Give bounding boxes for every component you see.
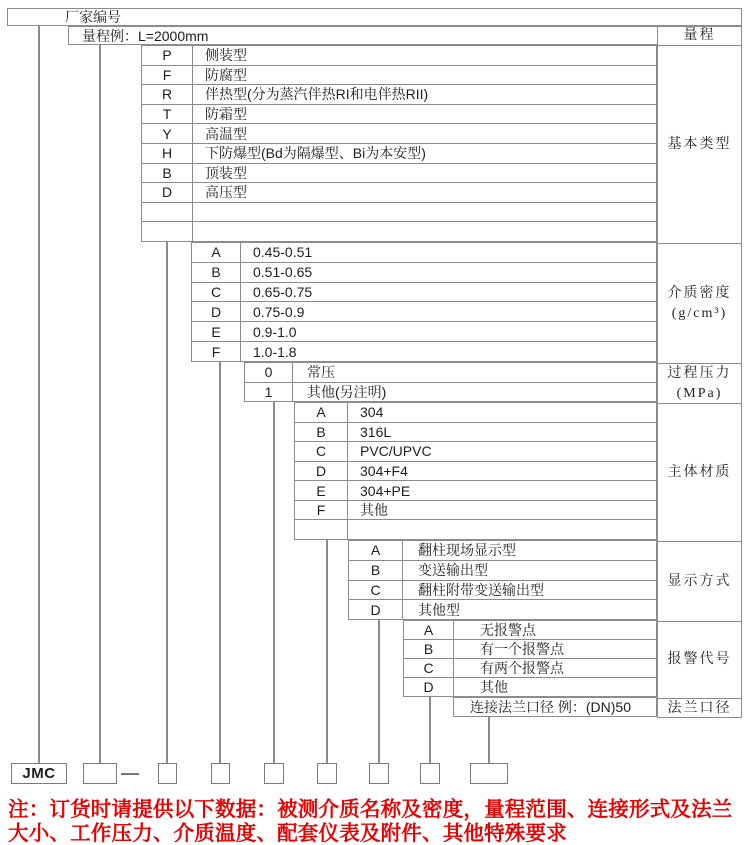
code-cell: 1	[245, 383, 293, 402]
desc-cell: 伴热型(分为蒸汽伴热RI和电伴热RII)	[205, 86, 429, 103]
factory-number-box	[7, 8, 742, 26]
desc-cell: 1.0-1.8	[253, 343, 297, 360]
model-prefix-text: JMC	[22, 765, 56, 782]
desc-cell	[193, 203, 656, 222]
category-label-alarm-code	[658, 621, 741, 698]
desc-cell: 防腐型	[205, 66, 247, 83]
desc-cell: 高压型	[205, 184, 247, 201]
connector-line	[378, 620, 380, 765]
section-body-material-table	[294, 402, 657, 540]
code-cell: C	[295, 442, 348, 461]
table-row	[142, 46, 656, 65]
category-label-column	[657, 26, 742, 718]
code-cell: B	[192, 263, 241, 282]
desc-cell: 下防爆型(Bd为隔爆型、Bi为本安型)	[205, 145, 426, 162]
table-row	[142, 202, 656, 222]
desc-cell: 无报警点	[480, 622, 536, 638]
connector-line	[326, 540, 328, 765]
code-cell: Y	[142, 124, 193, 143]
table-row	[295, 441, 656, 461]
section-process-pressure-table	[244, 362, 657, 402]
model-code-box	[317, 763, 337, 784]
factory-number-label: 厂家编号	[65, 9, 121, 25]
order-note	[8, 798, 744, 845]
desc-cell: 侧装型	[205, 47, 247, 64]
desc-cell	[348, 520, 656, 539]
category-label-range	[658, 27, 741, 45]
code-cell: A	[404, 621, 454, 639]
table-row	[349, 541, 656, 560]
order-note-line1: 注：订货时请提供以下数据：被测介质名称及密度，量程范围、连接形式及法兰	[8, 798, 733, 821]
code-cell: B	[142, 164, 193, 183]
category-label-body-material	[658, 403, 741, 541]
table-row	[142, 163, 656, 183]
code-cell: 0	[245, 363, 293, 382]
code-cell	[295, 520, 348, 539]
connector-line	[219, 362, 221, 765]
table-row	[404, 639, 656, 658]
model-code-box	[470, 763, 508, 784]
code-cell: F	[142, 66, 193, 85]
code-cell: D	[295, 462, 348, 481]
desc-cell: 304+F4	[360, 463, 408, 480]
section-media-density-table	[191, 242, 657, 362]
separator-dash: —	[121, 763, 139, 783]
table-row	[245, 363, 656, 382]
code-cell: D	[142, 183, 193, 202]
section-alarm-code-table	[403, 620, 657, 697]
category-label-display-mode	[658, 541, 741, 621]
code-cell: P	[142, 46, 193, 65]
category-label-text: 显示方式	[667, 573, 732, 589]
connector-line	[273, 402, 275, 765]
code-cell: C	[404, 659, 454, 677]
desc-cell: 其他	[480, 679, 508, 695]
desc-cell: 变送输出型	[418, 562, 488, 579]
category-label-media-density	[658, 243, 741, 363]
desc-cell: PVC/UPVC	[360, 443, 432, 460]
table-row	[142, 182, 656, 202]
category-unit-text: (MPa)	[676, 385, 723, 401]
code-cell: D	[349, 600, 403, 619]
desc-cell: 0.65-0.75	[253, 284, 313, 301]
code-cell: H	[142, 144, 193, 163]
table-row	[192, 301, 656, 321]
table-row	[192, 282, 656, 302]
code-cell: E	[295, 481, 348, 500]
desc-cell: 顶装型	[205, 164, 247, 181]
table-row	[245, 382, 656, 402]
desc-cell: 0.9-1.0	[253, 323, 297, 340]
code-cell: B	[349, 561, 403, 580]
table-row	[192, 262, 656, 282]
desc-cell: 连接法兰口径 例：(DN)50	[470, 699, 632, 715]
desc-cell: 304+PE	[360, 482, 411, 499]
model-code-box	[369, 763, 389, 784]
code-cell: F	[192, 342, 241, 361]
table-row	[404, 658, 656, 677]
model-code-box	[158, 763, 177, 784]
table-row	[142, 143, 656, 163]
category-label-process-pressure	[658, 363, 741, 403]
code-cell: A	[192, 243, 241, 262]
desc-cell: 304	[360, 404, 384, 421]
section-basic-type-table	[141, 45, 657, 242]
connector-line	[99, 44, 101, 765]
table-row	[404, 677, 656, 696]
section-flange-size-table	[453, 697, 657, 717]
code-cell	[142, 222, 193, 241]
desc-cell: 有一个报警点	[480, 641, 564, 657]
section-display-mode-table	[348, 540, 657, 620]
connector-line	[166, 242, 168, 765]
desc-cell: 316L	[360, 423, 392, 440]
table-row	[295, 403, 656, 422]
table-row	[349, 560, 656, 580]
category-label-text: 基本类型	[667, 136, 732, 152]
code-cell: D	[404, 678, 454, 696]
desc-cell: 高温型	[205, 125, 247, 142]
table-row	[295, 461, 656, 481]
order-note-line2: 大小、工作压力、介质温度、配套仪表及附件、其他特殊要求	[8, 821, 567, 845]
desc-cell: 防霜型	[205, 106, 247, 123]
desc-cell: 其他	[360, 502, 388, 519]
category-unit-text: (g/cm³)	[671, 305, 728, 321]
desc-cell: 翻柱附带变送输出型	[418, 581, 544, 598]
category-label-text: 报警代号	[667, 652, 732, 667]
category-label-flange-size	[658, 698, 741, 718]
connector-line	[38, 25, 40, 765]
table-row	[295, 480, 656, 500]
desc-cell: 常压	[307, 364, 335, 381]
desc-cell: 0.45-0.51	[253, 244, 313, 261]
category-label-basic-type	[658, 45, 741, 243]
desc-cell: 0.51-0.65	[253, 264, 313, 281]
model-code-box	[83, 763, 117, 784]
category-label-text: 过程压力	[667, 365, 732, 381]
model-code-box	[420, 763, 440, 784]
code-cell: T	[142, 105, 193, 124]
table-row	[295, 422, 656, 442]
table-row	[142, 123, 656, 143]
code-cell: C	[192, 283, 241, 302]
category-label-text: 主体材质	[667, 464, 732, 480]
desc-cell: 其他型	[418, 601, 460, 618]
model-code-box	[264, 763, 284, 784]
code-cell: F	[295, 501, 348, 520]
category-label-text: 量程	[683, 28, 716, 43]
desc-cell: 0.75-0.9	[253, 303, 305, 320]
code-cell: D	[192, 302, 241, 321]
table-row	[192, 321, 656, 341]
table-row	[349, 599, 656, 619]
range-example-text: 量程例：L=2000mm	[82, 27, 209, 44]
desc-cell: 有两个报警点	[480, 660, 564, 676]
connector-line	[488, 717, 490, 765]
table-row	[349, 580, 656, 600]
table-row	[295, 519, 656, 539]
table-row	[192, 243, 656, 262]
code-cell: E	[192, 322, 241, 341]
desc-cell: 翻柱现场显示型	[418, 542, 516, 559]
table-row	[142, 65, 656, 85]
table-row	[142, 104, 656, 124]
model-code-box	[211, 763, 230, 784]
table-row	[404, 621, 656, 639]
table-row	[142, 221, 656, 241]
table-row	[454, 698, 656, 716]
desc-cell: 其他(另注明)	[307, 383, 387, 400]
desc-cell	[193, 222, 656, 241]
category-label-text: 法兰口径	[667, 700, 732, 716]
model-prefix-box	[11, 763, 67, 784]
code-cell: A	[349, 541, 403, 560]
code-cell: B	[295, 423, 348, 442]
code-cell: A	[295, 403, 348, 422]
code-cell: B	[404, 640, 454, 658]
range-example-box	[68, 26, 658, 45]
code-cell	[142, 203, 193, 222]
table-row	[295, 500, 656, 520]
category-label-text: 介质密度	[667, 285, 732, 301]
code-cell: R	[142, 85, 193, 104]
code-cell: C	[349, 581, 403, 600]
connector-line	[429, 697, 431, 765]
table-row	[192, 341, 656, 361]
table-row	[142, 84, 656, 104]
